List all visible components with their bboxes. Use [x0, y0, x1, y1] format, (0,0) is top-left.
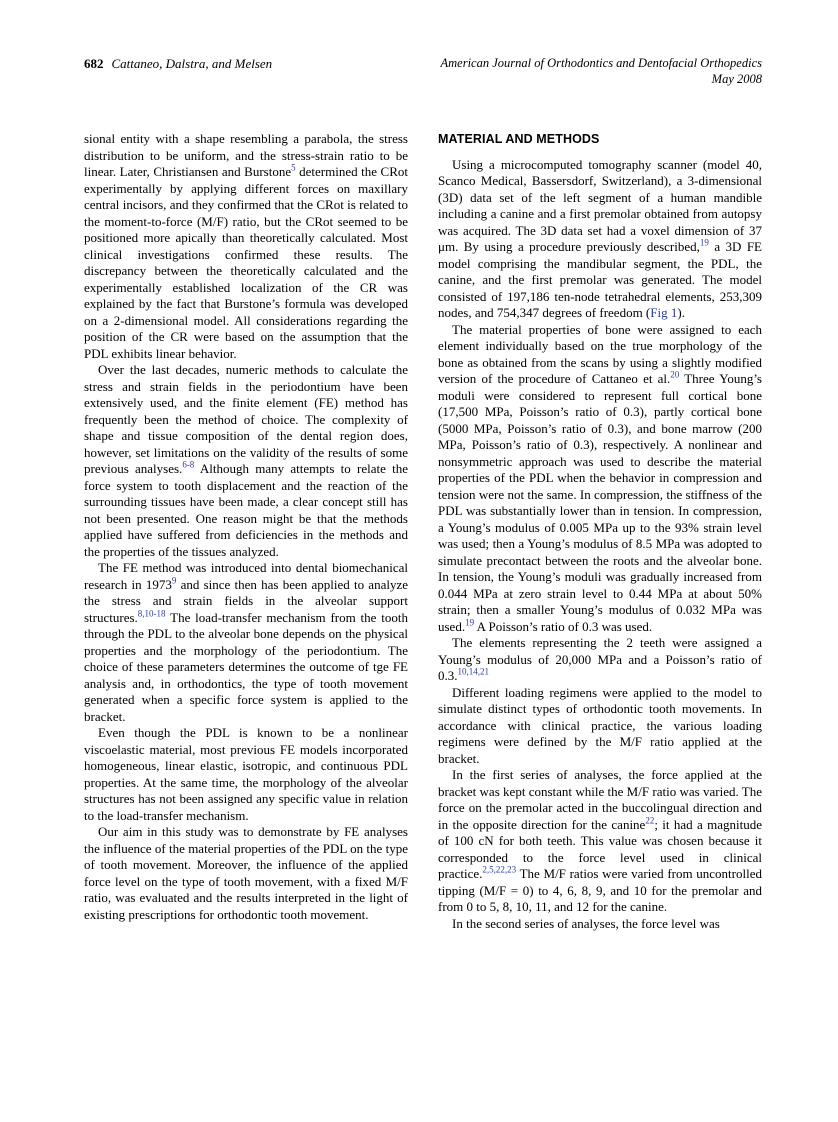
citation-link[interactable]: 19 — [465, 617, 475, 628]
text-run: ; it had a magnitude of 100 cN for both teeth. This value was chosen because it corresponded to the force level used in clinical practice. — [438, 816, 762, 881]
text-run: determined the CRot experimentally by applying different forces on maxillary central incisors, and they confirmed that the CRot is related to the moment-to-force (M/F) ratio, but the CRot seemed to be positioned more apically than theoretically calculated. Most clinical investigations confirmed these results. The discrepancy between the theoretically calculated and the experimentally established localization of the CR was explained by the fact that Burstone’s formula was developed on a 2-dimensional model. All considerations regarding the position of the CR were based on the assumption that the PDL exhibits linear behavior. — [84, 164, 409, 361]
text-run: ). — [677, 305, 685, 320]
running-head — [84, 56, 762, 87]
citation-link[interactable]: 2,5,22,23 — [482, 864, 517, 875]
paragraph — [438, 157, 762, 322]
paragraph — [438, 916, 762, 933]
paragraph — [84, 131, 408, 362]
running-head-left — [84, 56, 272, 72]
paragraph — [438, 635, 762, 685]
paragraph — [84, 725, 408, 824]
left-column — [84, 131, 408, 932]
text-run: Even though the PDL is known to be a nonlinear viscoelastic material, most previous FE models incorporated homogeneous, linear elastic, isotropic, and continuous PDL properties. At the same time, the morphology of the alveolar structures has not been assigned any specific value in relation to the load-transfer mechanism. — [84, 725, 408, 823]
section-heading: MATERIAL AND METHODS — [438, 132, 600, 146]
text-run: Although many attempts to relate the force system to tooth displacement and the reaction of the surrounding tissues have been made, a clear concept still has not been presented. One reason might be that the methods applied have suffered from deficiencies in the methods and the properties of the tissues analyzed. — [84, 461, 408, 559]
citation-link[interactable]: 6-8 — [182, 459, 195, 470]
paragraph — [84, 560, 408, 725]
text-run: The elements representing the 2 teeth were assigned a Young’s modulus of 20,000 MPa and a Poisson’s ratio of 0.3. — [438, 635, 762, 683]
issue-date: May 2008 — [711, 71, 762, 86]
running-authors: Cattaneo, Dalstra, and Melsen — [111, 56, 273, 71]
text-run: The FE method was introduced into dental biomechanical research in 1973 — [84, 560, 408, 592]
text-run: sional entity with a shape resembling a parabola, the stress distribution to be uniform, and the stress-strain ratio to be linear. Later, Christiansen and Burstone — [84, 131, 408, 179]
text-run: Using a microcomputed tomography scanner (model 40, Scanco Medical, Bassersdorf, Switzerland), a 3-dimensional (3D) data set of the left segment of a human mandible including a canine and a first premolar obtained from autopsy was acquired. The 3D data set had a voxel dimension of 37 μm. By using a procedure previously described, — [438, 156, 762, 254]
citation-link[interactable]: 8,10-18 — [137, 608, 166, 619]
text-run: Our aim in this study was to demonstrate by FE analyses the influence of the material properties of the PDL on the type of tooth movement. Moreover, the influence of the applied force level on the type of tooth movement, with a fixed M/F ratio, was evaluated and the results interpreted in the light of existing prescriptions for orthodontic tooth movement. — [84, 824, 408, 922]
text-run: Over the last decades, numeric methods to calculate the stress and strain fields in the periodontium have been extensively used, and the finite element (FE) method has frequently been the method of choice. The complexity of shape and tissue composition of the dental region does, however, set limitations on the validity of the results of some previous analyses. — [84, 362, 408, 476]
running-head-right — [441, 56, 763, 87]
paragraph — [438, 322, 762, 636]
citation-link[interactable]: 9 — [171, 575, 177, 586]
text-run: a 3D FE model comprising the mandibular segment, the PDL, the canine, and the first premolar was generated. The model consisted of 197,186 ten-node tetrahedral elements, 253,309 nodes, and 754,347 degrees of freedom ( — [438, 239, 762, 320]
citation-link[interactable]: 22 — [645, 815, 655, 826]
text-run: In the first series of analyses, the force applied at the bracket was kept constant while the M/F ratio was varied. The force on the premolar acted in the buccolingual direction and in the opposite direction for the canine — [438, 767, 762, 832]
journal-title: American Journal of Orthodontics and Dentofacial Orthopedics — [440, 56, 762, 70]
right-column — [438, 131, 762, 932]
text-run: In the second series of analyses, the force level was — [452, 915, 720, 931]
citation-link[interactable]: Fig 1 — [650, 305, 678, 320]
paragraph — [84, 824, 408, 923]
text-run: The material properties of bone were assigned to each element individually based on the true morphology of the bone as obtained from the scans by using a slightly modified version of the procedure of Cattaneo et al. — [438, 321, 762, 386]
paragraph — [438, 767, 762, 916]
text-run: Different loading regimens were applied to the model to simulate distinct types of orthodontic tooth movements. In accordance with clinical practice, the various loading regimens were defined by the M/F ratio applied at the bracket. — [438, 684, 762, 766]
text-run: and since then has been applied to analyze the stress and strain fields in the alveolar support structures. — [84, 576, 408, 625]
page-number: 682 — [84, 56, 104, 71]
text-run: The M/F ratios were varied from uncontrolled tipping (M/F = 0) to 4, 6, 8, 9, and 10 for the premolar and from 0 to 5, 8, 10, 11, and 12 for the canine. — [438, 866, 762, 914]
citation-link[interactable]: 5 — [291, 162, 296, 173]
text-run: A Poisson’s ratio of 0.3 was used. — [474, 618, 653, 634]
citation-link[interactable]: 10,14,21 — [457, 666, 489, 677]
two-column-body — [84, 131, 762, 932]
text-run: The load-transfer mechanism from the tooth through the PDL to the alveolar bone depends on the physical properties and the morphology of the periodontium. The choice of these parameters determines the outcome of tge FE analysis and, in orthodontics, the type of tooth movement generated when a specific force system is applied to the bracket. — [84, 609, 408, 724]
citation-link[interactable]: 20 — [670, 369, 680, 380]
paragraph — [438, 685, 762, 768]
paragraph — [84, 362, 408, 560]
text-run: Three Young’s moduli were considered to represent full cortical bone (17,500 MPa, Poisson’s ratio of 0.3), partly cortical bone (5000 MPa, Poisson’s ratio of 0.3), and bone marrow (200 MPa, Poisson’s ratio of 0.3), respectively. A nonlinear and nonsymmetric approach was used to describe the material properties of the PDL when the behavior in compression and tension were not the same. In compression, the stiffness of the PDL was substantially lower than in tension. In compression, a Young’s modulus of 0.005 MPa up to the 93% strain level was used; then a Young’s modulus of 8.5 MPa was adopted to simulate precontact between the roots and the alveolar bone. In tension, the Young’s moduli was gradually increased from 0.044 MPa at zero strain level to 0.44 MPa at about 50% strain; then a smaller Young’s modulus of 0.032 MPa was used. — [438, 371, 762, 634]
citation-link[interactable]: 19 — [699, 237, 709, 248]
